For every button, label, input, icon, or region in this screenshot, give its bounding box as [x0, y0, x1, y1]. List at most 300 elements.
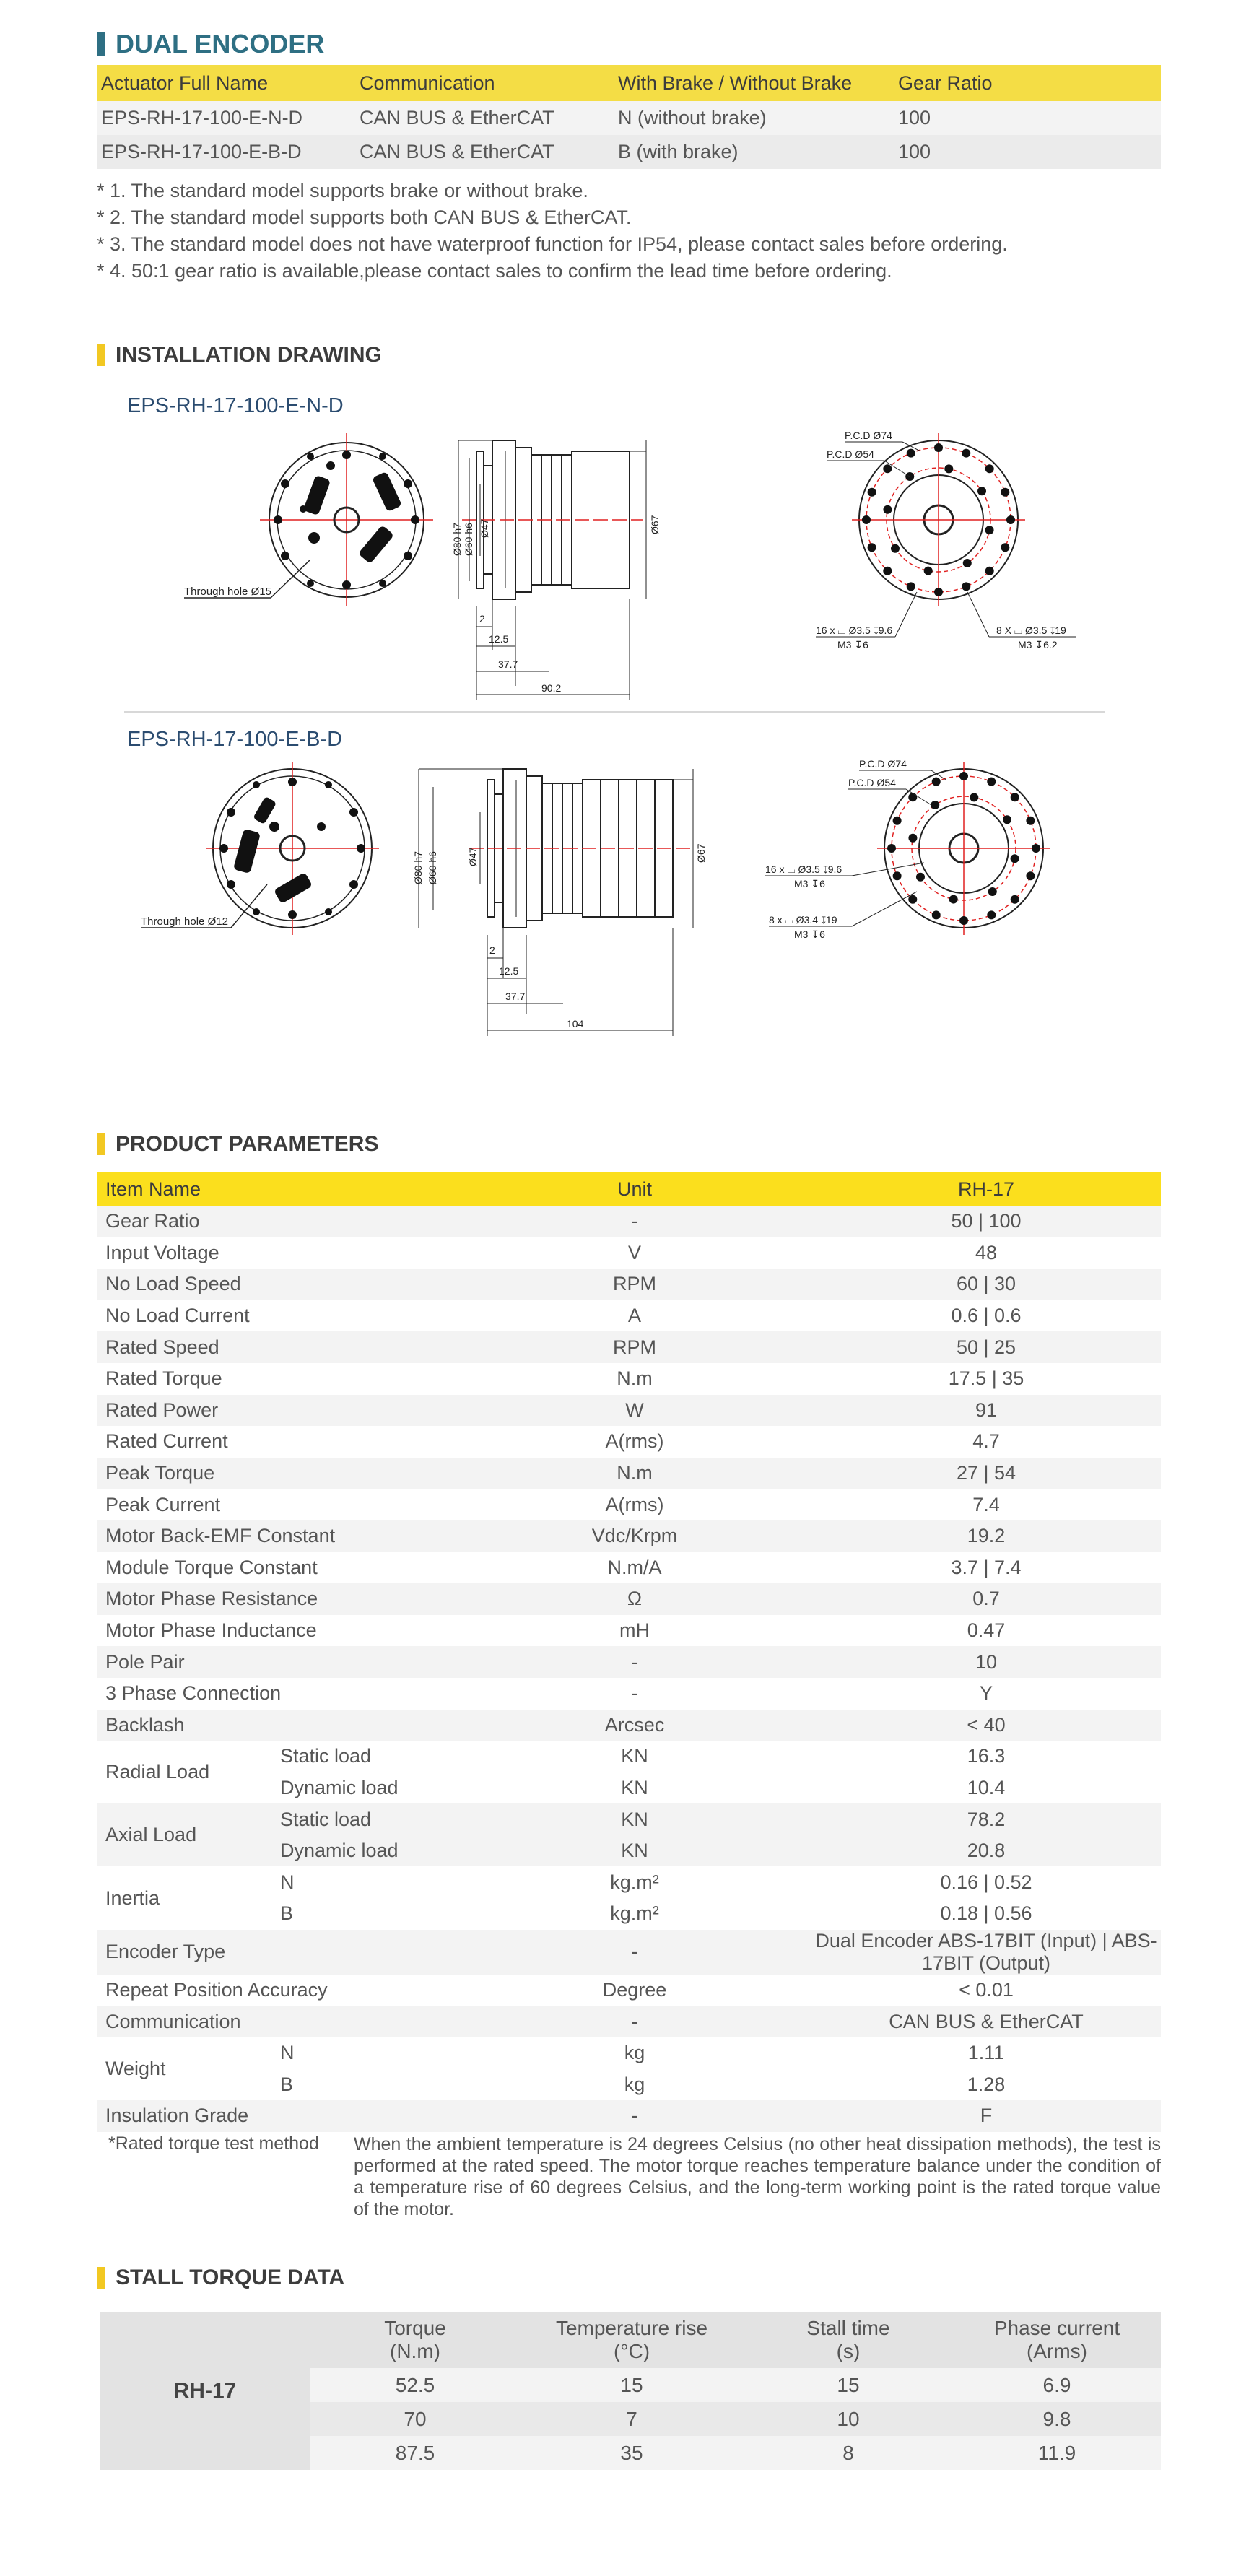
- installation-drawing-n: [123, 426, 1112, 708]
- param-name: 3 Phase Connection: [97, 1678, 458, 1710]
- table-header-cell: Gear Ratio: [894, 65, 1161, 101]
- hole-note: 19: [1055, 625, 1066, 636]
- param-unit: N.m/A: [458, 1552, 811, 1584]
- pcd-label: P.C.D: [827, 448, 853, 460]
- svg-text:Ø67: Ø67: [649, 515, 661, 534]
- param-unit: kg.m²: [458, 1898, 811, 1930]
- svg-text:8 x ⌴ Ø3.4 ↧19: 8 x ⌴ Ø3.4 ↧19: [769, 914, 837, 926]
- bolt-hole: [1001, 543, 1009, 552]
- through-hole-dia: 15: [259, 586, 271, 598]
- note-item: * 2. The standard model supports both CAN BUS & EtherCAT.: [97, 206, 632, 228]
- param-value: 0.6 | 0.6: [811, 1300, 1161, 1332]
- note-item: * 1. The standard model supports brake or without brake.: [97, 180, 588, 201]
- table-row: [97, 1615, 1161, 1647]
- param-unit: Degree: [458, 1975, 811, 2006]
- table-cell: 10: [744, 2402, 953, 2436]
- table-cell: 7: [520, 2402, 744, 2436]
- bolt-hole: [1026, 817, 1035, 825]
- table-row: [97, 1710, 1161, 1741]
- pcd-label: P.C.D: [845, 430, 871, 441]
- param-sub-label: Dynamic load: [280, 1835, 458, 1867]
- param-unit: -: [458, 1206, 811, 1237]
- table-row: [97, 1930, 1161, 1975]
- param-unit: KN: [458, 1835, 811, 1867]
- param-unit: A(rms): [458, 1489, 811, 1520]
- table-cell: 100: [894, 101, 1161, 135]
- bolt-hole: [985, 567, 994, 575]
- bolt-hole: [1032, 844, 1040, 853]
- table-cell: CAN BUS & EtherCAT: [355, 101, 614, 135]
- svg-text:Ø60 h6: Ø60 h6: [463, 523, 474, 556]
- bolt-hole: [924, 567, 933, 575]
- bolt-hole: [987, 910, 996, 919]
- param-unit: N.m: [458, 1363, 811, 1395]
- param-sub-label: Dynamic load: [280, 1772, 458, 1804]
- dim-l1: 2: [479, 613, 485, 625]
- param-unit: kg: [458, 2037, 811, 2069]
- hole-note: 9.6: [827, 863, 842, 875]
- svg-text:Ø80 h7: Ø80 h7: [451, 523, 463, 556]
- table-header-cell: With Brake / Without Brake: [614, 65, 894, 101]
- bolt-hole: [868, 543, 876, 552]
- bolt-hole: [985, 464, 994, 473]
- param-value: 48: [811, 1237, 1161, 1269]
- svg-text:16 x ⌴ Ø3.5 ↧9.6: 16 x ⌴ Ø3.5 ↧9.6: [765, 863, 842, 875]
- param-unit: RPM: [458, 1331, 811, 1363]
- dim-l2: 12.5: [499, 965, 519, 977]
- bolt-hole: [959, 772, 968, 780]
- table-cell: 52.5: [310, 2368, 520, 2402]
- bolt-hole: [908, 834, 917, 843]
- param-value: 50 | 100: [811, 1206, 1161, 1237]
- svg-text:Ø67: Ø67: [695, 843, 707, 863]
- dim-l1: 2: [489, 944, 495, 956]
- param-unit: KN: [458, 1772, 811, 1804]
- param-unit: KN: [458, 1803, 811, 1835]
- bolt-hole: [987, 778, 996, 786]
- bolt-hole: [1011, 793, 1019, 801]
- table-row: [97, 1269, 1161, 1300]
- param-value: 7.4: [811, 1489, 1161, 1520]
- table-cell: EPS-RH-17-100-E-B-D: [97, 135, 355, 169]
- param-name: Rated Torque: [97, 1363, 458, 1395]
- product-parameters-table: [97, 1172, 1161, 2132]
- dim-d1: 80 h7: [451, 523, 463, 549]
- param-name: Motor Back-EMF Constant: [97, 1520, 458, 1552]
- table-cell: 70: [310, 2402, 520, 2436]
- param-unit: mH: [458, 1615, 811, 1647]
- param-name: Axial Load: [97, 1803, 280, 1866]
- bolt-hole: [959, 916, 968, 925]
- param-unit: -: [458, 2100, 811, 2132]
- header-line: Torque: [384, 2317, 446, 2339]
- param-value: 1.28: [811, 2068, 1161, 2100]
- param-value: < 0.01: [811, 1975, 1161, 2006]
- param-value: 27 | 54: [811, 1458, 1161, 1489]
- table-row: [97, 1520, 1161, 1552]
- param-unit: Ω: [458, 1583, 811, 1615]
- param-value: 0.18 | 0.56: [811, 1898, 1161, 1930]
- drawing-model-label: EPS-RH-17-100-E-N-D: [127, 394, 344, 417]
- dim-d3: 47: [467, 847, 479, 859]
- param-sub-label: Static load: [280, 1803, 458, 1835]
- param-value: 60 | 30: [811, 1269, 1161, 1300]
- param-name: Weight: [97, 2037, 280, 2100]
- param-unit: RPM: [458, 1269, 811, 1300]
- table-row: [97, 101, 1161, 135]
- table-cell: 11.9: [953, 2436, 1161, 2470]
- table-row: [97, 1646, 1161, 1678]
- param-unit: -: [458, 2006, 811, 2037]
- param-value: 20.8: [811, 1835, 1161, 1867]
- param-unit: A: [458, 1300, 811, 1332]
- param-sub-label: N: [280, 1866, 458, 1898]
- param-unit: -: [458, 1930, 811, 1975]
- section-title-text: DUAL ENCODER: [116, 29, 325, 58]
- table-row: [97, 1363, 1161, 1395]
- param-name: Insulation Grade: [97, 2100, 458, 2132]
- table-row: [97, 1206, 1161, 1237]
- param-name: Peak Torque: [97, 1458, 458, 1489]
- pcd-value: 74: [881, 430, 892, 441]
- dim-d2: 60 h6: [427, 851, 438, 877]
- header-unit: (°C): [613, 2340, 650, 2362]
- svg-text:Ø47: Ø47: [467, 847, 479, 866]
- table-row: [97, 2100, 1161, 2132]
- param-value: 3.7 | 7.4: [811, 1552, 1161, 1584]
- table-header-cell: RH-17: [811, 1172, 1161, 1206]
- hole-note: M3: [1018, 639, 1032, 650]
- svg-text:Through hole Ø12: Through hole Ø12: [141, 915, 228, 928]
- section-marker: [97, 1133, 105, 1155]
- table-header-cell: [953, 2312, 1161, 2368]
- svg-text:Ø47: Ø47: [479, 518, 490, 538]
- hole-note: 6: [819, 878, 825, 889]
- param-value: F: [811, 2100, 1161, 2132]
- param-sub-label: B: [280, 1898, 458, 1930]
- param-name: Encoder Type: [97, 1930, 458, 1975]
- through-hole-label: Through hole: [141, 915, 205, 928]
- stall-torque-title: [97, 2266, 344, 2290]
- parameters-title: [97, 1132, 378, 1157]
- table-cell: 87.5: [310, 2436, 520, 2470]
- bolt-hole: [1003, 815, 1011, 824]
- dim-l4: 90.2: [541, 682, 562, 694]
- param-unit: V: [458, 1237, 811, 1269]
- through-hole-label: Through hole: [184, 586, 248, 598]
- bolt-hole: [970, 793, 978, 801]
- pcd-value: 54: [863, 448, 874, 460]
- param-name: No Load Speed: [97, 1269, 458, 1300]
- bolt-hole: [883, 464, 892, 473]
- hole-note: 3.4: [804, 914, 819, 926]
- hole-note: 3.5: [1032, 625, 1048, 636]
- bolt-hole: [893, 817, 902, 825]
- param-value: 91: [811, 1395, 1161, 1427]
- note-item: * 3. The standard model does not have waterproof function for IP54, please contact sales before ordering.: [97, 233, 1008, 255]
- hole-note: 8 X: [996, 625, 1012, 636]
- bolt-hole: [868, 488, 876, 497]
- param-name: Motor Phase Resistance: [97, 1583, 458, 1615]
- dual-encoder-notes: [97, 178, 1008, 284]
- bolt-hole: [962, 582, 970, 591]
- table-cell: 100: [894, 135, 1161, 169]
- dim-d2: 60 h6: [463, 523, 474, 549]
- param-value: 10: [811, 1646, 1161, 1678]
- param-value: 17.5 | 35: [811, 1363, 1161, 1395]
- dim-d3: 47: [479, 518, 490, 531]
- table-row: [97, 1426, 1161, 1458]
- dual-encoder-table: [97, 65, 1161, 169]
- hole-note: 9.6: [878, 625, 893, 636]
- param-value: 0.16 | 0.52: [811, 1866, 1161, 1898]
- section-marker: [97, 2267, 105, 2289]
- param-value: Y: [811, 1678, 1161, 1710]
- drawing-divider: [124, 711, 1105, 713]
- svg-text:P.C.D Ø74: P.C.D Ø74: [859, 758, 907, 770]
- header-unit: (N.m): [390, 2340, 440, 2362]
- param-unit: kg.m²: [458, 1866, 811, 1898]
- param-name: Input Voltage: [97, 1237, 458, 1269]
- table-cell: B (with brake): [614, 135, 894, 169]
- param-name: Motor Phase Inductance: [97, 1615, 458, 1647]
- table-cell: 35: [520, 2436, 744, 2470]
- bolt-hole: [1006, 515, 1015, 524]
- table-cell: 6.9: [953, 2368, 1161, 2402]
- bolt-hole: [1001, 488, 1009, 497]
- param-unit: KN: [458, 1741, 811, 1772]
- param-value: Dual Encoder ABS-17BIT (Input) | ABS-17BIT (Output): [811, 1930, 1161, 1975]
- table-cell: 15: [520, 2368, 744, 2402]
- svg-text:Ø80 h7: Ø80 h7: [412, 851, 424, 884]
- param-unit: A(rms): [458, 1426, 811, 1458]
- bolt-hole: [887, 844, 896, 853]
- param-name: Gear Ratio: [97, 1206, 458, 1237]
- param-value: 10.4: [811, 1772, 1161, 1804]
- bolt-hole: [883, 505, 892, 514]
- table-header-cell: Item Name: [97, 1172, 458, 1206]
- bolt-hole: [893, 871, 902, 880]
- param-value: 0.47: [811, 1615, 1161, 1647]
- table-cell: N (without brake): [614, 101, 894, 135]
- bolt-hole: [908, 793, 917, 801]
- hole-note: 19: [825, 914, 837, 926]
- hole-note: 3.5: [806, 863, 820, 875]
- hole-note: M3: [837, 639, 852, 650]
- section-marker: [97, 344, 105, 366]
- table-cell: EPS-RH-17-100-E-N-D: [97, 101, 355, 135]
- svg-text:Through hole Ø15: Through hole Ø15: [184, 586, 271, 598]
- param-value: 19.2: [811, 1520, 1161, 1552]
- hole-note: M3: [794, 928, 809, 940]
- section-title-text: INSTALLATION DRAWING: [116, 343, 382, 367]
- table-row: [97, 1678, 1161, 1710]
- table-row: [97, 1583, 1161, 1615]
- installation-title: [97, 343, 382, 367]
- dim-l3: 37.7: [498, 658, 518, 670]
- table-header-cell: [744, 2312, 953, 2368]
- table-row: [97, 135, 1161, 169]
- dim-d4: 67: [649, 515, 661, 527]
- param-sub-label: Static load: [280, 1741, 458, 1772]
- table-row: [97, 1237, 1161, 1269]
- pcd-label: P.C.D: [859, 758, 885, 770]
- param-unit: Arcsec: [458, 1710, 811, 1741]
- table-header-row: [97, 65, 1161, 101]
- param-name: Communication: [97, 2006, 458, 2037]
- table-cell: 9.8: [953, 2402, 1161, 2436]
- header-line: Phase current: [993, 2317, 1120, 2339]
- param-value: 78.2: [811, 1803, 1161, 1835]
- table-row: [97, 1803, 1161, 1835]
- dim-l4: 104: [567, 1018, 584, 1030]
- table-row: [97, 1866, 1161, 1898]
- footnote-label: *Rated torque test method: [108, 2133, 319, 2154]
- param-value: CAN BUS & EtherCAT: [811, 2006, 1161, 2037]
- pcd-value: 54: [884, 777, 896, 788]
- table-row: [97, 1395, 1161, 1427]
- bolt-hole: [963, 559, 972, 567]
- dim-d1: 80 h7: [412, 851, 424, 877]
- param-unit: -: [458, 1646, 811, 1678]
- hole-note: 6: [819, 928, 825, 940]
- drawing-model-label: EPS-RH-17-100-E-B-D: [127, 728, 343, 751]
- param-value: 0.7: [811, 1583, 1161, 1615]
- bolt-hole: [1026, 871, 1035, 880]
- bolt-hole: [988, 887, 997, 896]
- svg-text:P.C.D Ø54: P.C.D Ø54: [827, 448, 874, 460]
- bolt-hole: [916, 873, 925, 882]
- dim-d4: 67: [695, 843, 707, 856]
- dual-encoder-title: [97, 29, 324, 59]
- bolt-hole: [934, 588, 943, 596]
- bolt-hole: [862, 515, 871, 524]
- svg-text:M3 ↧6.2: M3 ↧6.2: [1018, 639, 1058, 650]
- section-title-text: PRODUCT PARAMETERS: [116, 1132, 379, 1156]
- bolt-hole: [962, 449, 970, 458]
- header-line: Stall time: [806, 2317, 890, 2339]
- bolt-hole: [1011, 854, 1019, 863]
- table-row: [97, 1975, 1161, 2006]
- table-header-row: [97, 1172, 1161, 1206]
- bolt-hole: [883, 567, 892, 575]
- param-name: Repeat Position Accuracy: [97, 1975, 458, 2006]
- bolt-hole: [934, 443, 943, 452]
- hole-note: 3.5: [856, 625, 871, 636]
- param-name: Backlash: [97, 1710, 458, 1741]
- svg-text:Ø60 h6: Ø60 h6: [427, 851, 438, 884]
- bolt-hole: [944, 464, 953, 473]
- param-unit: N.m: [458, 1458, 811, 1489]
- table-cell: CAN BUS & EtherCAT: [355, 135, 614, 169]
- header-line: Temperature rise: [555, 2317, 708, 2339]
- rated-torque-footnote: [97, 2133, 1161, 2220]
- param-name: Rated Power: [97, 1395, 458, 1427]
- param-unit: -: [458, 1678, 811, 1710]
- bolt-hole: [949, 895, 958, 904]
- bolt-hole: [1011, 895, 1019, 904]
- param-sub-label: B: [280, 2068, 458, 2100]
- svg-text:8 X ⌴ Ø3.5 ↧19: 8 X ⌴ Ø3.5 ↧19: [996, 625, 1066, 636]
- svg-text:P.C.D Ø74: P.C.D Ø74: [845, 430, 892, 441]
- param-value: 4.7: [811, 1426, 1161, 1458]
- param-name: Pole Pair: [97, 1646, 458, 1678]
- bolt-hole: [932, 778, 941, 786]
- svg-text:M3 ↧6: M3 ↧6: [837, 639, 868, 650]
- pcd-label: P.C.D: [848, 777, 874, 788]
- header-unit: (s): [836, 2340, 861, 2362]
- hole-note: 8 x: [769, 914, 783, 926]
- header-unit: (Arms): [1027, 2340, 1087, 2362]
- footnote-text: When the ambient temperature is 24 degrees Celsius (no other heat dissipation methods), the test is performed at the rated speed. The motor torque reaches temperature balance under the condition of a temperature rise of 60 degrees Celsius, and the long-term working point is the rated torque value of the motor.: [354, 2134, 1161, 2219]
- table-row: [97, 1552, 1161, 1584]
- bolt-hole: [907, 449, 915, 458]
- svg-text:M3 ↧6: M3 ↧6: [794, 878, 825, 889]
- param-value: 50 | 25: [811, 1331, 1161, 1363]
- hole-note: 6.2: [1043, 639, 1058, 650]
- param-name: Peak Current: [97, 1489, 458, 1520]
- hole-note: 16 x: [816, 625, 835, 636]
- param-unit: kg: [458, 2068, 811, 2100]
- dim-l2: 12.5: [489, 633, 509, 645]
- bolt-hole: [891, 544, 900, 553]
- hole-note: 16 x: [765, 863, 785, 875]
- table-row: [97, 1300, 1161, 1332]
- param-name: Rated Current: [97, 1426, 458, 1458]
- bolt-hole: [907, 582, 915, 591]
- table-row: [97, 1489, 1161, 1520]
- param-value: < 40: [811, 1710, 1161, 1741]
- stall-model-cell: RH-17: [100, 2312, 310, 2470]
- svg-text:M3 ↧6: M3 ↧6: [794, 928, 825, 940]
- table-row: [97, 2037, 1161, 2069]
- param-unit: Vdc/Krpm: [458, 1520, 811, 1552]
- bolt-hole: [931, 801, 939, 809]
- dim-l3: 37.7: [505, 991, 526, 1002]
- table-header-cell: Unit: [458, 1172, 811, 1206]
- table-cell: 8: [744, 2436, 953, 2470]
- svg-text:16 x ⌴ Ø3.5 ↧9.6: 16 x ⌴ Ø3.5 ↧9.6: [816, 625, 893, 636]
- param-sub-label: N: [280, 2037, 458, 2069]
- bolt-hole: [905, 472, 914, 481]
- param-unit: W: [458, 1395, 811, 1427]
- table-row: [97, 1331, 1161, 1363]
- table-header-cell: [520, 2312, 744, 2368]
- bolt-hole: [977, 487, 986, 495]
- bolt-hole: [932, 910, 941, 919]
- table-header-cell: Communication: [355, 65, 614, 101]
- hole-note: 6: [863, 639, 868, 650]
- param-name: Rated Speed: [97, 1331, 458, 1363]
- hole-note: M3: [794, 878, 809, 889]
- stall-torque-table: [100, 2312, 1161, 2470]
- param-name: Radial Load: [97, 1741, 280, 1803]
- table-row: [97, 2006, 1161, 2037]
- param-name: Inertia: [97, 1866, 280, 1929]
- param-name: No Load Current: [97, 1300, 458, 1332]
- param-value: 1.11: [811, 2037, 1161, 2069]
- section-title-text: STALL TORQUE DATA: [116, 2266, 345, 2289]
- param-value: 16.3: [811, 1741, 1161, 1772]
- table-row: [97, 1458, 1161, 1489]
- section-marker: [97, 32, 105, 56]
- svg-text:P.C.D Ø54: P.C.D Ø54: [848, 777, 896, 788]
- table-header-cell: [310, 2312, 520, 2368]
- bolt-hole: [908, 895, 917, 904]
- table-row: [97, 1741, 1161, 1772]
- table-header-row: [100, 2312, 1161, 2368]
- table-cell: 15: [744, 2368, 953, 2402]
